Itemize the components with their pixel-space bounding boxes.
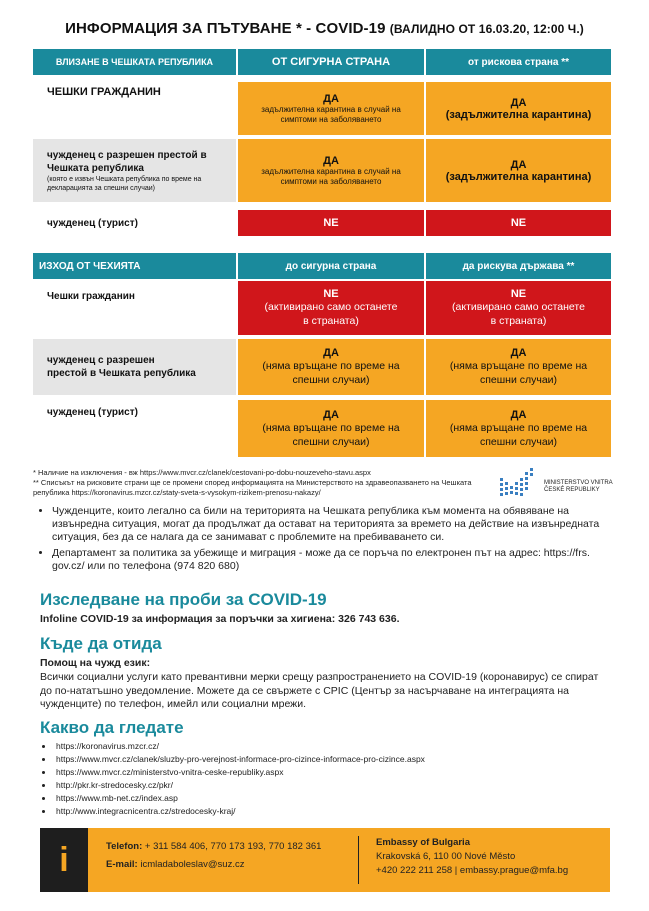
entry-table: [33, 49, 611, 258]
row-label: Чешки гражданин: [33, 281, 236, 311]
phone-label: Telefon:: [106, 841, 143, 852]
row-label: ЧЕШКИ ГРАЖДАНИН: [33, 82, 236, 102]
link-item[interactable]: • https://www.mvcr.cz/clanek/sluzby-pro-verejnost-informace-pro-cizince-informace-pro-cizince.aspx: [54, 753, 425, 766]
footer-divider: [358, 836, 359, 884]
link-item[interactable]: • http://www.integracnicentra.cz/stredocesky-kraj/: [54, 805, 425, 818]
cell-sub: (активирано само останете в страната): [452, 301, 585, 327]
footer-phone: [106, 840, 321, 853]
exit-risk-cell: [426, 339, 611, 395]
footer-email: [106, 858, 245, 871]
entry-safe-cell: NE: [238, 210, 424, 236]
title-validity: (ВАЛИДНО ОТ 16.03.20, 12:00 Ч.): [389, 22, 584, 36]
row-label-sub: (която е извън Чешката република по време на декларацията за спешни случаи): [47, 175, 202, 192]
entry-header-label: ВЛИЗАНЕ В ЧЕШКАТА РЕПУБЛИКА: [33, 49, 236, 75]
cell-sub: задължителна карантина в случай на симптоми на заболяването: [261, 104, 401, 124]
exit-header-label: ИЗХОД ОТ ЧЕХИЯТА: [33, 253, 236, 279]
cell-sub: (няма връщане по време на спешни случаи): [449, 421, 588, 448]
cell-main: ДА: [323, 154, 339, 167]
ministry-logo-icon: [498, 466, 540, 498]
exit-risk-cell: [426, 281, 611, 335]
watch-links: [40, 740, 425, 818]
exit-row-resident: [33, 339, 611, 395]
cell-main: ДА: [510, 96, 527, 109]
where-heading: Къде да отида: [40, 634, 162, 653]
contact-footer: [40, 828, 610, 892]
cell-main: NE: [510, 288, 527, 300]
entry-header-safe: ОТ СИГУРНА СТРАНА: [238, 49, 424, 75]
embassy-address: Krakovská 6, 110 00 Nové Město: [376, 851, 516, 862]
info-bullets: [40, 505, 622, 576]
row-label: чужденец с разрешен престой в Чешката република: [47, 149, 207, 174]
link-item[interactable]: • https://www.mb-net.cz/index.asp: [54, 792, 425, 805]
link-item[interactable]: • https://koronavirus.mzcr.cz/: [54, 740, 425, 753]
exit-header-row: [33, 253, 611, 279]
entry-safe-cell: [238, 82, 424, 135]
cell-main: ДА: [510, 408, 527, 421]
info-icon: i: [40, 828, 88, 892]
cell-sub: (задължителна карантина): [445, 170, 592, 183]
email-label: E-mail:: [106, 859, 138, 870]
entry-risk-cell: [426, 82, 611, 135]
cell-sub: задължителна карантина в случай на симптоми на заболяването: [261, 166, 401, 186]
cell-main: ДА: [510, 347, 527, 359]
exit-risk-cell: [426, 400, 611, 457]
footnote-2: ** Списъкът на рисковите страни ще се промени според информацията на Министерството на здравеопазването на Чешката република https://koronavirus.mzcr.cz/staty-sveta-s-vysokym-rizikem-prenosu-nakazy/: [33, 478, 472, 497]
entry-risk-cell: NE: [426, 210, 611, 236]
exit-table: [33, 253, 611, 458]
exit-safe-cell: [238, 339, 424, 395]
ministry-name: [544, 480, 613, 494]
exit-header-safe: до сигурна страна: [238, 253, 424, 279]
exit-safe-cell: [238, 400, 424, 457]
entry-row-resident: [33, 139, 611, 202]
phone-value: + 311 584 406, 770 173 193, 770 182 361: [144, 841, 322, 852]
footnote-1: * Наличие на изключения - вж https://www.mvcr.cz/clanek/cestovani-po-dobu-nouzeveho-stavu.aspx: [33, 468, 371, 477]
cell-main: ДА: [510, 158, 527, 171]
embassy-contact: +420 222 211 258 | embassy.prague@mfa.bg: [376, 865, 569, 876]
title-main: ИНФОРМАЦИЯ ЗА ПЪТУВАНЕ * - COVID-19: [65, 20, 386, 37]
entry-row-tourist: [33, 210, 611, 236]
link-item[interactable]: • https://www.mvcr.cz/ministerstvo-vnitra-ceske-republiky.aspx: [54, 766, 425, 779]
infoline-text: COVID-19 за информация за поръчки за хигиена: 326 743 636.: [80, 613, 400, 625]
testing-heading: Изследване на проби за COVID-19: [40, 590, 327, 609]
cell-sub: (задължителна карантина): [445, 108, 592, 121]
infoline-prefix: Infoline: [40, 613, 78, 625]
row-label-box: [33, 139, 236, 202]
ministry-line2: ČESKÉ REPUBLIKY: [544, 487, 600, 493]
link-item[interactable]: • http://pkr.kr-stredocesky.cz/pkr/: [54, 779, 425, 792]
entry-row-czech-citizen: [33, 82, 611, 135]
bullet-item: • Департамент за политика за убежище и миграция - може да се поръча по електронен път на адрес: https://frs. gov.cz/ или по телефона (974 820 680): [52, 547, 622, 573]
embassy-name: Embassy of Bulgaria: [376, 837, 470, 848]
row-label: чужденец (турист): [33, 210, 236, 236]
cell-sub: (няма връщане по време на спешни случаи): [262, 360, 400, 386]
cell-sub: (няма връщане по време на спешни случаи): [449, 360, 588, 386]
email-value[interactable]: icmladaboleslav@suz.cz: [140, 859, 245, 870]
cell-sub: (активирано само останете в страната): [264, 301, 398, 327]
cell-main: ДА: [323, 347, 339, 359]
entry-safe-cell: [238, 139, 424, 202]
exit-row-czech-citizen: [33, 281, 611, 335]
exit-row-tourist: [33, 400, 611, 457]
page-title: [0, 20, 649, 37]
testing-infoline: [40, 613, 610, 627]
bullet-item: • Чужденците, които легално са били на територията на Чешката република към момента на обявяване на извънредна ситуация, могат да продължат да остават на територията за времето на действие на извънредната ситуация, без да се налага да се занимават с проблемите на пребиваването си.: [52, 505, 622, 544]
entry-risk-cell: [426, 139, 611, 202]
row-label: чужденец (турист): [33, 400, 236, 424]
where-text: Всички социални услуги като превантивни мерки срещу разпространението на COVID-19 (коронавирус) се спират до по-нататъшно уведомление. Можете да се свържете с CPIC (Център за насърчаване на интеграцията на чужденците) по телефон, имейл или социални мрежи.: [40, 671, 599, 710]
ministry-logo: [498, 466, 618, 502]
exit-header-risk: да рискува държава **: [426, 253, 611, 279]
cell-main: NE: [323, 288, 339, 300]
cell-sub: (няма връщане по време на спешни случаи): [262, 421, 400, 448]
watch-heading: Какво да гледате: [40, 718, 184, 737]
entry-header-row: [33, 49, 611, 75]
row-label: чужденец с разрешен престой в Чешката република: [47, 355, 196, 379]
where-subheading: Помощ на чужд език:: [40, 657, 151, 669]
row-label-box: [33, 339, 236, 395]
ministry-line1: MINISTERSTVO VNITRA: [544, 480, 613, 486]
exit-safe-cell: [238, 281, 424, 335]
cell-main: ДА: [323, 92, 339, 105]
cell-main: ДА: [323, 408, 339, 421]
entry-header-risk: от рискова страна **: [426, 49, 611, 75]
